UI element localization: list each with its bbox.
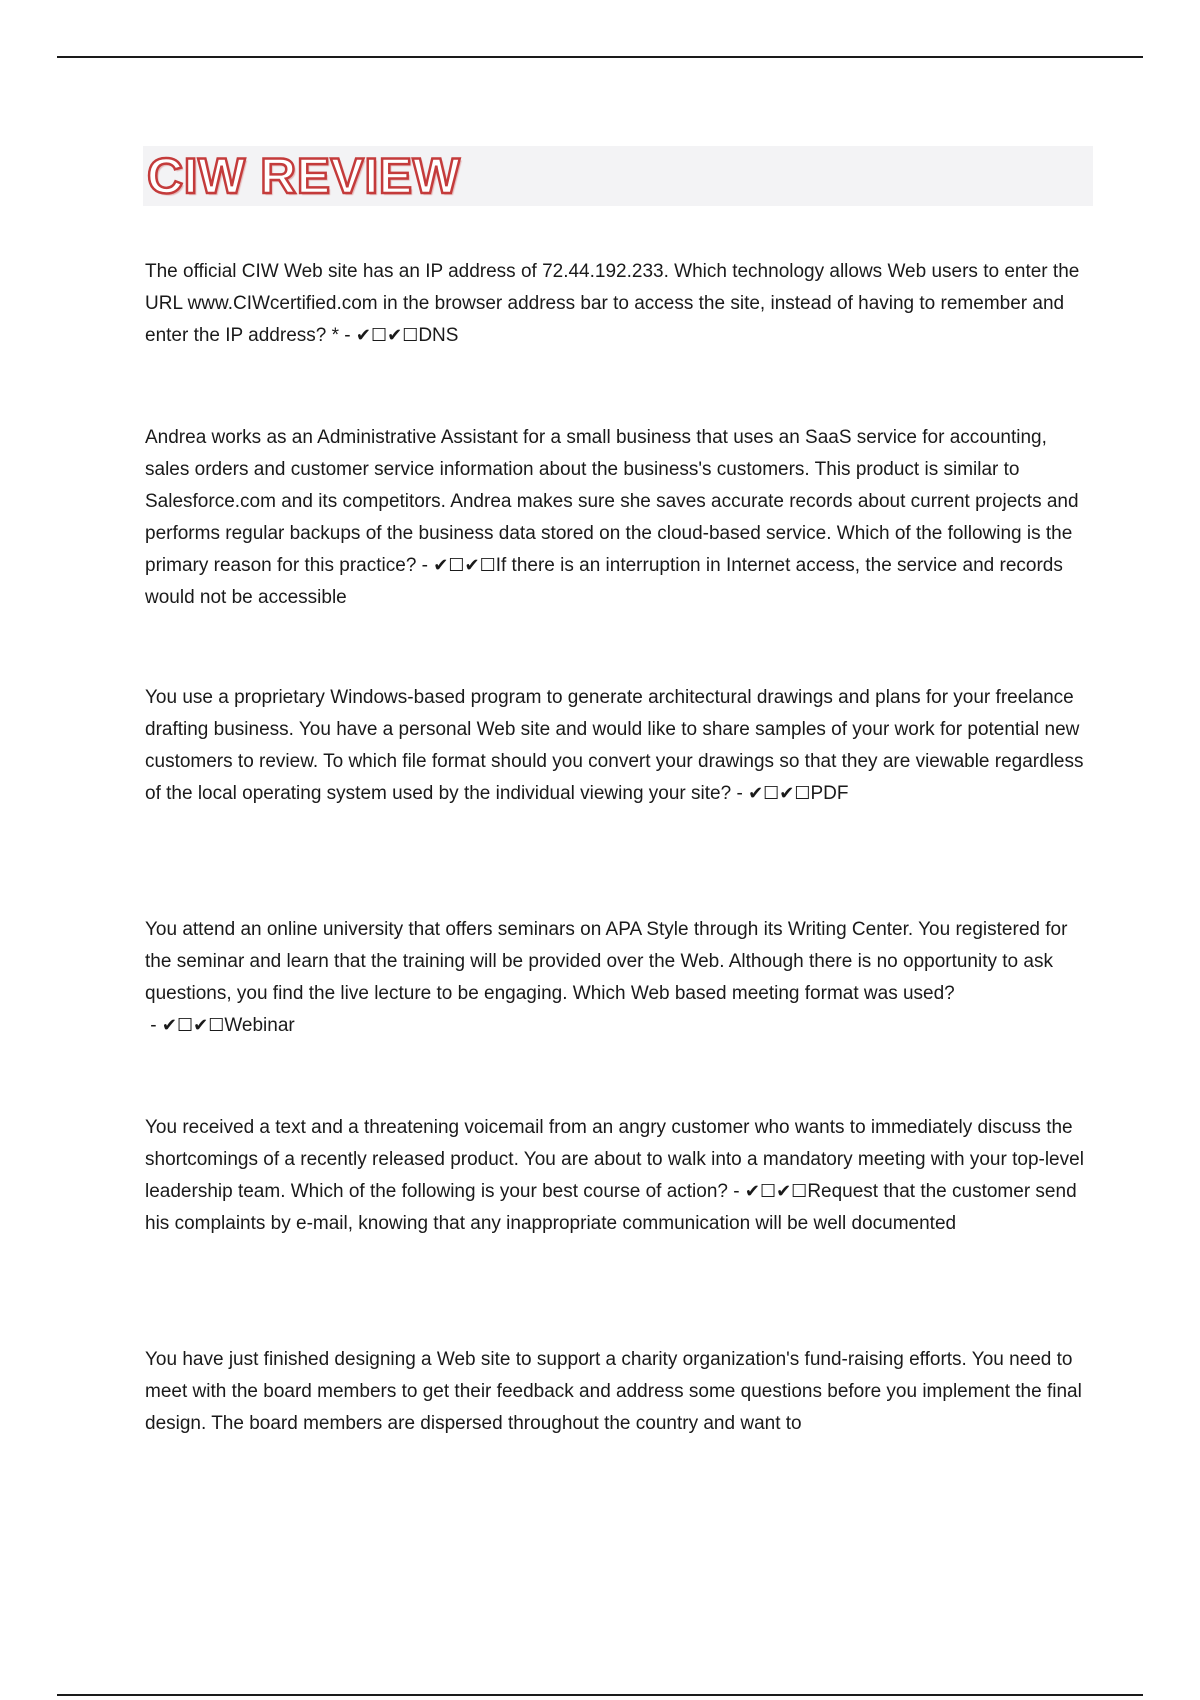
- separator: -: [145, 1015, 162, 1036]
- header-rule: [57, 56, 1143, 58]
- answer-text: DNS: [418, 325, 459, 346]
- answer-text: If there is an interruption in Internet access, the service and records would not be accessible: [145, 555, 1063, 608]
- question-text: The official CIW Web site has an IP address of 72.44.192.233. Which technology allows Web users to enter the URL www.CIWcertified.com in the browser address bar to access the site, instead of having to remember and enter the IP address? *: [145, 261, 1080, 346]
- document-title: CIW REVIEW: [147, 148, 461, 204]
- check-icon: ✔☐✔☐: [433, 555, 496, 576]
- check-icon: ✔☐✔☐: [355, 325, 419, 346]
- qa-item: [145, 422, 1085, 614]
- question-text: You attend an online university that offers seminars on APA Style through its Writing Center. You registered for the seminar and learn that the training will be provided over the Web. Although there is no opportunity to ask questions, you find the live lecture to be engaging. Which Web based meeting format was used?: [145, 919, 1068, 1004]
- check-icon: ✔☐✔☐: [161, 1015, 225, 1036]
- check-icon: ✔☐✔☐: [744, 1181, 808, 1202]
- footer-rule: [57, 1694, 1143, 1696]
- title-banner: [143, 146, 1093, 206]
- answer-text: Request that the customer send his complaints by e-mail, knowing that any inappropriate communication will be well documented: [145, 1181, 1077, 1234]
- question-text: You use a proprietary Windows-based program to generate architectural drawings and plans for your freelance drafting business. You have a personal Web site and would like to share samples of your work for potential new customers to review. To which file format should you convert your drawings so that they are viewable regardless of the local operating system used by the individual viewing your site?: [145, 687, 1084, 804]
- answer-text: Webinar: [224, 1015, 295, 1036]
- question-text: You received a text and a threatening voicemail from an angry customer who wants to immediately discuss the shortcomings of a recently released product. You are about to walk into a mandatory meeting with your top-level leadership team. Which of the following is your best course of action?: [145, 1117, 1084, 1202]
- qa-item: [145, 1112, 1085, 1240]
- answer-text: PDF: [810, 783, 849, 804]
- qa-item: [145, 1344, 1085, 1440]
- check-icon: ✔☐✔☐: [748, 783, 811, 804]
- separator: -: [339, 325, 356, 346]
- question-text: You have just finished designing a Web site to support a charity organization's fund-raising efforts. You need to meet with the board members to get their feedback and address some questions before you implement the final design. The board members are dispersed throughout the country and want to: [145, 1349, 1082, 1434]
- separator: -: [416, 555, 434, 576]
- qa-item: [145, 914, 1085, 1042]
- separator: -: [727, 1181, 745, 1202]
- separator: -: [731, 783, 749, 804]
- qa-item: [145, 682, 1085, 810]
- question-text: Andrea works as an Administrative Assistant for a small business that uses an SaaS service for accounting, sales orders and customer service information about the business's customers. This product is similar to Salesforce.com and its competitors. Andrea makes sure she saves accurate records about current projects and performs regular backups of the business data stored on the cloud-based service. Which of the following is the primary reason for this practice?: [145, 427, 1079, 576]
- qa-item: [145, 256, 1085, 352]
